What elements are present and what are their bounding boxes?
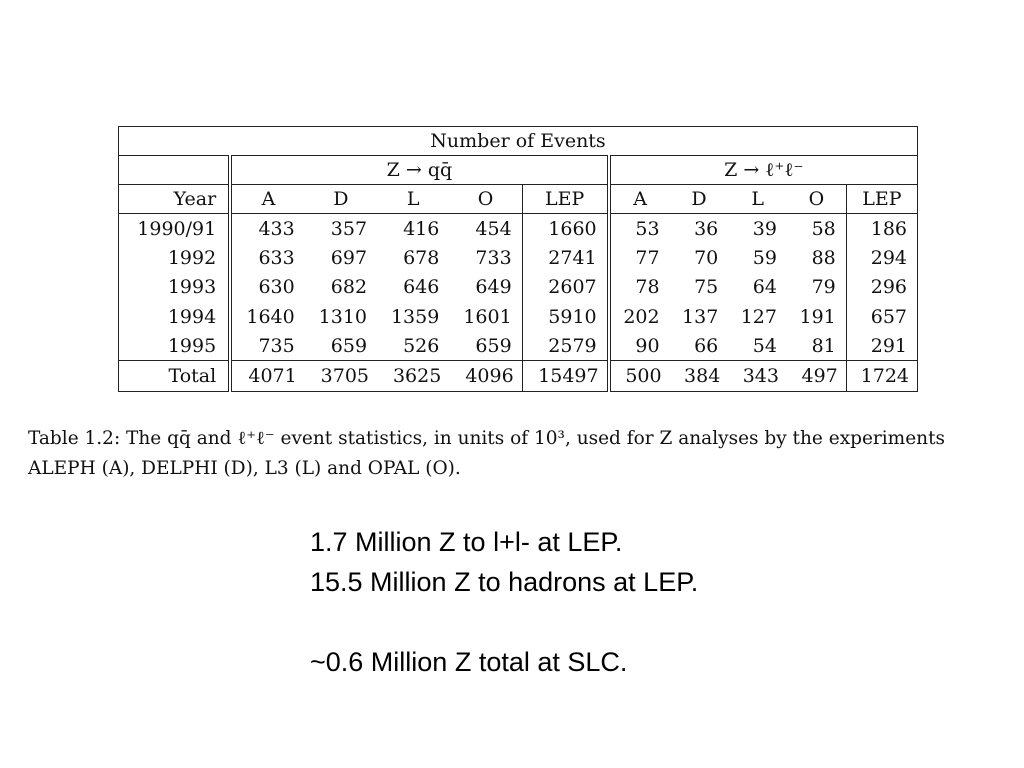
table-cell: 191 bbox=[799, 305, 836, 328]
table-cell: 64 bbox=[752, 276, 777, 299]
year-cell: 1995 bbox=[167, 334, 217, 357]
total-cell: 3625 bbox=[377, 361, 449, 392]
table-cell: 127 bbox=[740, 305, 777, 328]
table-cell: 630 bbox=[230, 273, 305, 302]
table-cell: 659 bbox=[330, 334, 368, 357]
total-cell: 384 bbox=[670, 361, 729, 392]
column-header: A bbox=[230, 185, 305, 214]
table-cell: 58 bbox=[811, 217, 836, 240]
table-cell: 186 bbox=[846, 214, 917, 244]
total-label: Total bbox=[119, 361, 231, 392]
table-cell: 53 bbox=[609, 214, 670, 244]
year-cell: 1994 bbox=[167, 305, 217, 328]
table-cell: 733 bbox=[475, 246, 512, 269]
table-cell: 678 bbox=[403, 246, 440, 269]
table-cell: 137 bbox=[682, 305, 719, 328]
table-cell: 2579 bbox=[522, 331, 608, 361]
table-cell: 1359 bbox=[390, 305, 440, 328]
table-cell: 357 bbox=[330, 217, 368, 240]
table-title: Number of Events bbox=[119, 127, 918, 156]
total-cell: 500 bbox=[609, 361, 670, 392]
year-cell: 1992 bbox=[167, 246, 217, 269]
table-cell: 646 bbox=[403, 276, 440, 299]
table-cell: 1310 bbox=[318, 305, 368, 328]
table-cell: 70 bbox=[694, 246, 719, 269]
total-cell: 4071 bbox=[230, 361, 305, 392]
column-header: LEP bbox=[846, 185, 917, 214]
note-spacer bbox=[310, 602, 698, 642]
table-row bbox=[119, 273, 918, 302]
table-cell: 59 bbox=[752, 246, 777, 269]
total-cell: 1724 bbox=[846, 361, 917, 392]
group-header-leptons: Z → ℓ⁺ℓ⁻ bbox=[609, 156, 918, 185]
table-cell: 291 bbox=[846, 331, 917, 361]
table-cell: 78 bbox=[609, 273, 670, 302]
table-row bbox=[119, 331, 918, 361]
events-table bbox=[118, 126, 918, 392]
table-cell: 66 bbox=[694, 334, 719, 357]
table-cell: 54 bbox=[752, 334, 777, 357]
table-cell: 77 bbox=[609, 243, 670, 272]
column-header: O bbox=[787, 185, 846, 214]
column-header: L bbox=[728, 185, 787, 214]
total-cell: 343 bbox=[728, 361, 787, 392]
table-cell: 5910 bbox=[522, 302, 608, 331]
column-header: L bbox=[377, 185, 449, 214]
table-cell: 682 bbox=[330, 276, 368, 299]
note-hadrons: 15.5 Million Z to hadrons at LEP. bbox=[310, 567, 699, 597]
total-cell: 3705 bbox=[305, 361, 377, 392]
table-caption: Table 1.2: The qq̄ and ℓ⁺ℓ⁻ event statistics, in units of 10³, used for Z analyses by the experiments ALEPH (A), DELPHI (D), L3 (L) and OPAL (O). bbox=[28, 428, 946, 479]
column-header: A bbox=[609, 185, 670, 214]
group-header-hadrons: Z → qq̄ bbox=[230, 156, 608, 185]
table-cell: 659 bbox=[475, 334, 512, 357]
table-cell: 75 bbox=[694, 276, 719, 299]
table-row bbox=[119, 243, 918, 272]
note-slc: ~0.6 Million Z total at SLC. bbox=[310, 647, 628, 677]
table-cell: 294 bbox=[846, 243, 917, 272]
year-group-spacer bbox=[119, 156, 231, 185]
table-cell: 90 bbox=[609, 331, 670, 361]
table-cell: 2741 bbox=[522, 243, 608, 272]
table-row bbox=[119, 214, 918, 244]
note-leptons: 1.7 Million Z to l+l- at LEP. bbox=[310, 527, 623, 557]
total-row bbox=[119, 361, 918, 392]
table-cell: 1601 bbox=[463, 305, 512, 328]
table-cell: 649 bbox=[475, 276, 512, 299]
column-header-year: Year bbox=[119, 185, 231, 214]
table-cell: 36 bbox=[694, 217, 719, 240]
table-cell: 433 bbox=[230, 214, 305, 244]
total-cell: 4096 bbox=[449, 361, 522, 392]
column-header: O bbox=[449, 185, 522, 214]
column-header: D bbox=[670, 185, 729, 214]
table-cell: 2607 bbox=[522, 273, 608, 302]
table-cell: 633 bbox=[230, 243, 305, 272]
table-cell: 1640 bbox=[230, 302, 305, 331]
year-cell: 1993 bbox=[167, 276, 217, 299]
table-cell: 735 bbox=[230, 331, 305, 361]
table-cell: 454 bbox=[475, 217, 512, 240]
table-row bbox=[119, 302, 918, 331]
table-body bbox=[119, 214, 918, 361]
total-cell: 497 bbox=[787, 361, 846, 392]
table-cell: 657 bbox=[846, 302, 917, 331]
table-cell: 88 bbox=[811, 246, 836, 269]
total-cell: 15497 bbox=[522, 361, 608, 392]
column-header: LEP bbox=[522, 185, 608, 214]
year-cell: 1990/91 bbox=[137, 217, 217, 240]
table-cell: 39 bbox=[752, 217, 777, 240]
table-cell: 526 bbox=[403, 334, 440, 357]
table-cell: 697 bbox=[330, 246, 368, 269]
table-cell: 296 bbox=[846, 273, 917, 302]
table-cell: 81 bbox=[811, 334, 836, 357]
table-cell: 79 bbox=[811, 276, 836, 299]
column-header: D bbox=[305, 185, 377, 214]
table-cell: 416 bbox=[403, 217, 440, 240]
summary-notes bbox=[310, 522, 698, 682]
table-cell: 1660 bbox=[522, 214, 608, 244]
table-cell: 202 bbox=[609, 302, 670, 331]
